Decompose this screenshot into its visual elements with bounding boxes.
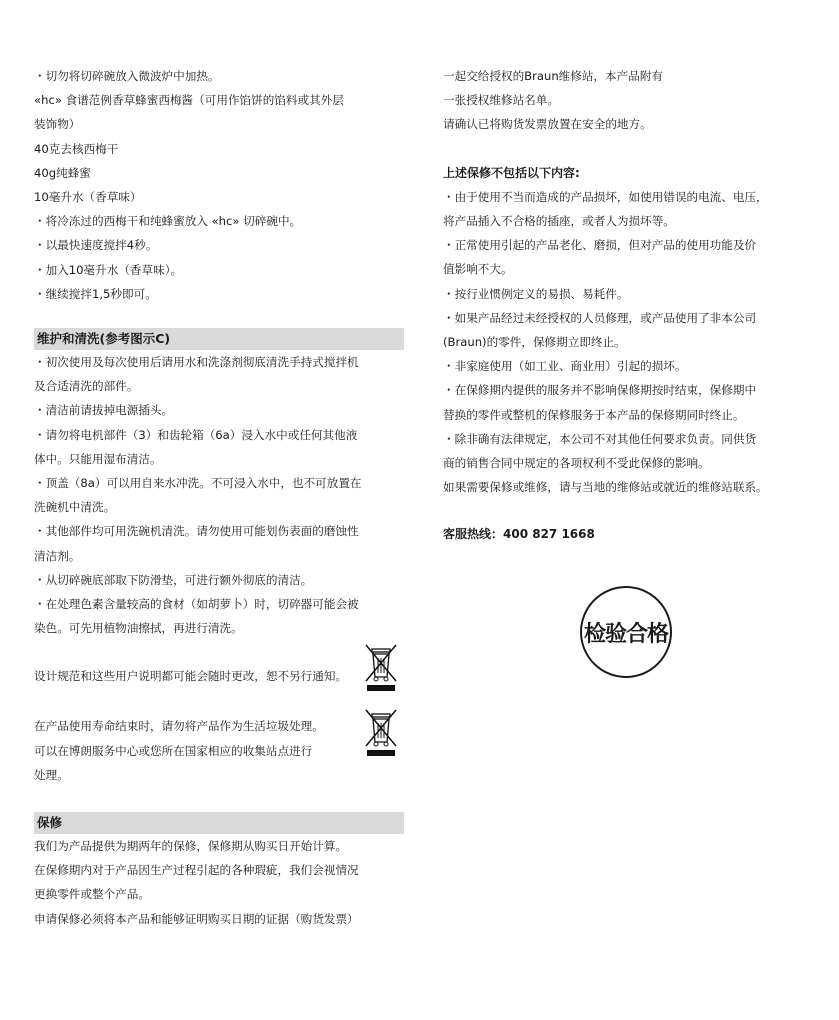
text-line: 申请保修必须将本产品和能够证明购买日期的证据（购货发票）	[34, 911, 359, 926]
text-line: ・加入10毫升水（香草味）。	[34, 262, 183, 277]
text-line: ・从切碎碗底部取下防滑垫，可进行额外彻底的清洁。	[34, 572, 313, 587]
right-column	[443, 64, 815, 547]
text-line: ・以最快速度搅拌4秒。	[34, 238, 158, 253]
text-line: ・顶盖（8a）可以用自来水冲洗。不可浸入水中，也不可放置在	[34, 476, 362, 491]
text-line: 在保修期内对于产品因生产过程引起的各种瑕疵，我们会视情况	[34, 863, 359, 878]
text-line: ・由于使用不当而造成的产品损坏，如使用错误的电流、电压，	[443, 189, 768, 204]
service-hotline: 客服热线：400 827 1668	[443, 527, 595, 542]
text-line: (Braun)的零件，保修期立即终止。	[443, 335, 626, 350]
text-line: ・除非确有法律规定，本公司不对其他任何要求负责。同供货	[443, 431, 757, 446]
recycle-bin-icon	[364, 708, 398, 758]
text-line: ・按行业惯例定义的易损、易耗件。	[443, 286, 629, 301]
warranty-continued	[443, 64, 815, 137]
text-line: 替换的零件或整机的保修服务于本产品的保修期同时终止。	[443, 407, 745, 422]
text-line: 及合适清洗的部件。	[34, 379, 139, 394]
text-line: 清洁剂。	[34, 548, 81, 563]
text-line: 40g纯蜂蜜	[34, 165, 91, 180]
maintenance-heading: 维护和清洗(参考图示C)	[34, 328, 404, 350]
recycle-bin-icon	[364, 643, 398, 693]
text-line: ・清洁前请拔掉电源插头。	[34, 403, 174, 418]
text-line: 我们为产品提供为期两年的保修，保修期从购买日开始计算。	[34, 839, 348, 854]
text-line: 在产品使用寿命结束时，请勿将产品作为生活垃圾处理。	[34, 719, 324, 734]
notice-block	[34, 660, 406, 698]
text-line: «hc» 食谱范例香草蜂蜜西梅酱（可用作馅饼的馅料或其外层	[34, 93, 344, 108]
text-line: 如果需要保修或维修，请与当地的维修站或就近的维修站联系。	[443, 480, 768, 495]
warranty-heading: 保修	[34, 812, 404, 834]
maintenance-section	[34, 350, 406, 640]
text-line: 一起交给授权的Braun维修站，本产品附有	[443, 69, 664, 83]
text-line: ・切勿将切碎碗放入微波炉中加热。	[34, 69, 220, 83]
text-line: ・其他部件均可用洗碗机清洗。请勿使用可能划伤表面的磨蚀性	[34, 524, 359, 539]
text-line: 更换零件或整个产品。	[34, 887, 150, 902]
text-line: ・在处理色素含量较高的食材（如胡萝卜）时，切碎器可能会被	[34, 597, 359, 612]
recipe-section	[34, 64, 406, 306]
text-line: 洗碗机中清洗。	[34, 500, 116, 515]
text-line: 10毫升水（香草味）	[34, 190, 142, 205]
stamp-text: 检验合格	[583, 620, 668, 647]
exclusions-heading: 上述保修不包括以下内容:	[443, 165, 580, 180]
text-line: ・请勿将电机部件（3）和齿轮箱（6a）浸入水中或任何其他液	[34, 427, 358, 442]
text-line: ・继续搅拌1,5秒即可。	[34, 286, 157, 301]
text-line: 体中。只能用湿布清洁。	[34, 451, 162, 466]
text-line: ・非家庭使用（如工业、商业用）引起的损坏。	[443, 359, 687, 374]
text-line: ・如果产品经过未经授权的人员修理，或产品使用了非本公司	[443, 310, 757, 325]
notice-text: 设计规范和这些用户说明都可能会随时更改，恕不另行通知。	[34, 669, 348, 684]
text-line: ・在保修期内提供的服务并不影响保修期按时结束，保修期中	[443, 383, 757, 398]
text-line: ・正常使用引起的产品老化、磨损，但对产品的使用功能及价	[443, 238, 757, 253]
text-line: 值影响不大。	[443, 262, 513, 277]
disposal-block	[34, 714, 406, 787]
text-line: 40克去核西梅干	[34, 141, 119, 156]
inspection-stamp	[580, 586, 672, 678]
exclusions-section	[443, 185, 815, 500]
text-line: 染色。可先用植物油擦拭，再进行清洗。	[34, 621, 243, 636]
warranty-section	[34, 834, 406, 931]
left-column	[34, 64, 406, 931]
text-line: 处理。	[34, 767, 69, 782]
text-line: 一张授权维修站名单。	[443, 93, 559, 108]
text-line: ・将冷冻过的西梅干和纯蜂蜜放入 «hc» 切碎碗中。	[34, 214, 302, 229]
text-line: 请确认已将购货发票放置在安全的地方。	[443, 117, 652, 132]
text-line: 装饰物）	[34, 117, 81, 132]
text-line: ・初次使用及每次使用后请用水和洗涤剂彻底清洗手持式搅拌机	[34, 355, 359, 370]
text-line: 商的销售合同中规定的各项权利不受此保修的影响。	[443, 456, 710, 471]
text-line: 将产品插入不合格的插座，或者人为损坏等。	[443, 214, 675, 229]
text-line: 可以在博朗服务中心或您所在国家相应的收集站点进行	[34, 743, 313, 758]
